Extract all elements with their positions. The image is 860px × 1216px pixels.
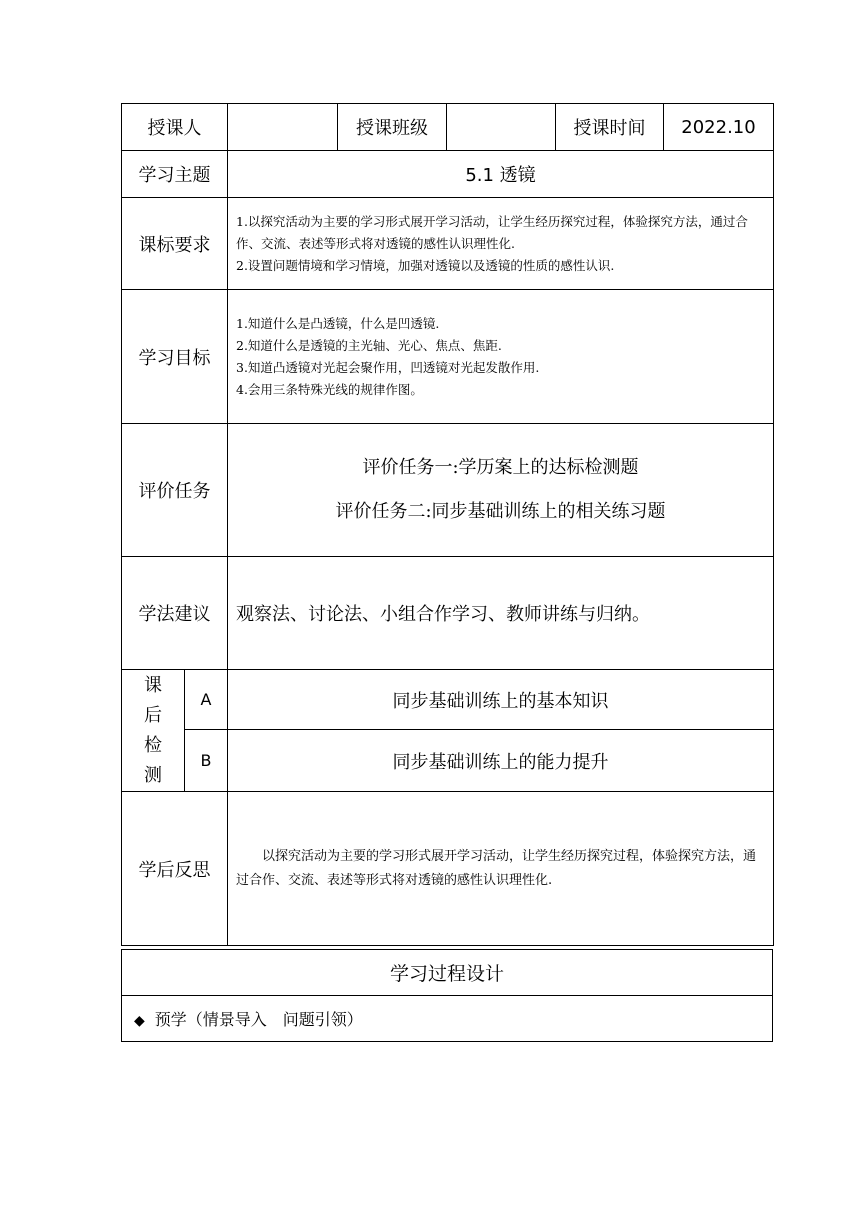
methods-value: 观察法、讨论法、小组合作学习、教师讲练与归纳。 [228,557,774,670]
evaluation-task: 评价任务一:学历案上的达标检测题 [362,457,639,478]
topic-label: 学习主题 [122,151,228,198]
teacher-label: 授课人 [122,104,228,151]
process-item-label: 预学（情景导入 问题引领） [154,1010,363,1029]
time-label: 授课时间 [556,104,664,151]
reflection-row [122,792,774,946]
level-a-content: 同步基础训练上的基本知识 [228,670,774,730]
process-title-row [122,950,773,996]
objective-item: 2.知道什么是透镜的主光轴、光心、焦点、焦距. [236,337,502,353]
after-class-row-b [122,730,774,792]
teacher-value [228,104,338,151]
standards-row [122,198,774,290]
after-class-label-char: 检 [144,734,162,756]
evaluation-label: 评价任务 [122,424,228,557]
topic-value: 5.1 透镜 [228,151,774,198]
lesson-plan [121,103,773,1042]
methods-row [122,557,774,670]
objectives-label: 学习目标 [122,290,228,424]
lesson-plan-table [121,103,774,946]
objective-item: 3.知道凸透镜对光起会聚作用，凹透镜对光起发散作用. [236,359,540,375]
objectives-row [122,290,774,424]
standards-label: 课标要求 [122,198,228,290]
standards-item: 1.以探究活动为主要的学习形式展开学习活动，让学生经历探究过程，体验探究方法，通过合作、交流、表述等形式将对透镜的感性认识理性化. [236,213,748,251]
after-class-row-a [122,670,774,730]
standards-item: 2.设置问题情境和学习情境，加强对透镜以及透镜的性质的感性认识. [236,257,615,273]
after-class-label-char: 课 [144,674,162,696]
diamond-bullet-icon: ◆ [134,1013,145,1029]
class-label: 授课班级 [338,104,447,151]
class-value [447,104,556,151]
objectives-content [228,290,774,424]
evaluation-content [228,424,774,557]
evaluation-row [122,424,774,557]
standards-content [228,198,774,290]
process-item [122,996,773,1042]
level-a: A [185,670,228,730]
after-class-label-char: 后 [144,704,162,726]
header-row [122,104,774,151]
topic-row [122,151,774,198]
process-title: 学习过程设计 [122,950,773,996]
time-value: 2022.10 [664,104,774,151]
methods-label: 学法建议 [122,557,228,670]
evaluation-task: 评价任务二:同步基础训练上的相关练习题 [335,501,666,522]
reflection-label: 学后反思 [122,792,228,946]
process-item-row [122,996,773,1042]
process-table [121,949,773,1042]
level-b-content: 同步基础训练上的能力提升 [228,730,774,792]
objective-item: 4.会用三条特殊光线的规律作图。 [236,381,423,397]
reflection-text: 以探究活动为主要的学习形式展开学习活动，让学生经历探究过程，体验探究方法，通过合作、交流、表述等形式将对透镜的感性认识理性化. [228,792,774,946]
objective-item: 1.知道什么是凸透镜，什么是凹透镜. [236,315,440,331]
level-b: B [185,730,228,792]
after-class-label [122,670,185,792]
after-class-label-char: 测 [144,764,162,786]
